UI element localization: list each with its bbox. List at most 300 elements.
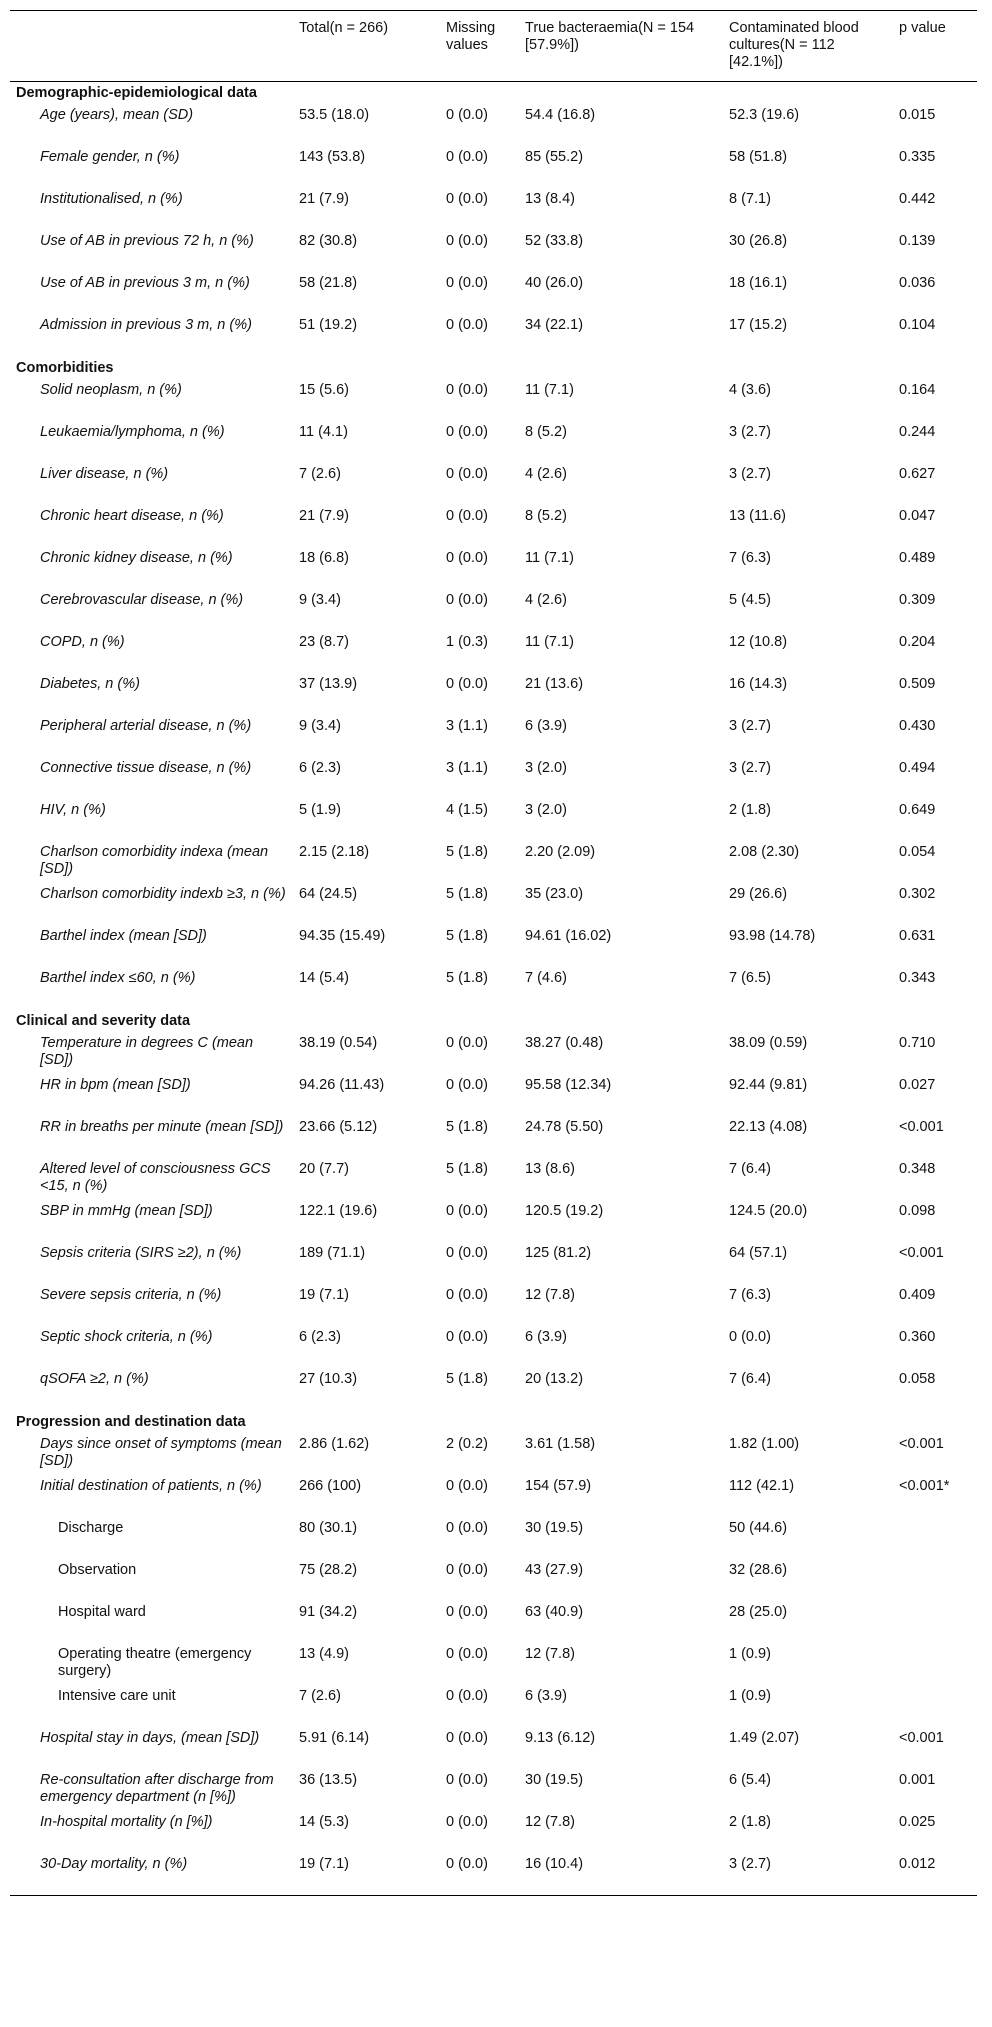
total-value: 7 (2.6) [299, 1687, 341, 1704]
missing-value: 0 (0.0) [446, 591, 488, 608]
contaminated-value: 50 (44.6) [729, 1519, 788, 1536]
row-label: In-hospital mortality (n [%]) [40, 1813, 213, 1830]
contaminated-value: 3 (2.7) [729, 1855, 771, 1872]
row-label: Institutionalised, n (%) [40, 190, 183, 207]
total-value: 38.19 (0.54) [299, 1034, 378, 1051]
p-value: 0.348 [899, 1160, 936, 1177]
table-row [10, 590, 977, 632]
true-bacteraemia-value: 12 (7.8) [525, 1286, 575, 1303]
table-row [10, 758, 977, 800]
row-label: qSOFA ≥2, n (%) [40, 1370, 149, 1387]
table-row [10, 800, 977, 842]
true-bacteraemia-value: 11 (7.1) [525, 549, 574, 566]
table-row [10, 189, 977, 231]
missing-value: 5 (1.8) [446, 927, 488, 944]
contaminated-value: 29 (26.6) [729, 885, 788, 902]
header-label-column [10, 11, 293, 82]
true-bacteraemia-value: 38.27 (0.48) [525, 1034, 604, 1051]
contaminated-value: 7 (6.4) [729, 1160, 771, 1177]
total-value: 14 (5.3) [299, 1813, 349, 1830]
missing-value: 5 (1.8) [446, 1160, 488, 1177]
table-row [10, 674, 977, 716]
true-bacteraemia-value: 7 (4.6) [525, 969, 567, 986]
table-row [10, 842, 977, 884]
total-value: 15 (5.6) [299, 381, 349, 398]
contaminated-value: 1 (0.9) [729, 1687, 771, 1704]
contaminated-value: 6 (5.4) [729, 1771, 771, 1788]
table-row [10, 926, 977, 968]
row-label: Altered level of consciousness GCS <15, n (%) [40, 1160, 271, 1194]
row-label: Operating theatre (emergency surgery) [58, 1645, 252, 1679]
true-bacteraemia-value: 94.61 (16.02) [525, 927, 612, 944]
true-bacteraemia-value: 30 (19.5) [525, 1519, 584, 1536]
contaminated-value: 13 (11.6) [729, 507, 786, 524]
section-title: Progression and destination data [16, 1413, 246, 1430]
table-row [10, 884, 977, 926]
p-value: 0.710 [899, 1034, 936, 1051]
true-bacteraemia-value: 30 (19.5) [525, 1771, 584, 1788]
total-value: 9 (3.4) [299, 717, 341, 734]
total-value: 20 (7.7) [299, 1160, 349, 1177]
p-value: 0.047 [899, 507, 936, 524]
p-value: 0.058 [899, 1370, 936, 1387]
row-label: Charlson comorbidity indexa (mean [SD]) [40, 843, 269, 877]
total-value: 51 (19.2) [299, 316, 358, 333]
p-value: 0.649 [899, 801, 936, 818]
contaminated-value: 8 (7.1) [729, 190, 771, 207]
contaminated-value: 1.49 (2.07) [729, 1729, 800, 1746]
table-row [10, 464, 977, 506]
table-row [10, 1686, 977, 1728]
table-row [10, 1602, 977, 1644]
row-label: Initial destination of patients, n (%) [40, 1477, 262, 1494]
table-container [10, 10, 977, 1896]
table-row [10, 1117, 977, 1159]
missing-value: 0 (0.0) [446, 423, 488, 440]
row-label: Leukaemia/lymphoma, n (%) [40, 423, 225, 440]
section-header-row [10, 1411, 977, 1434]
p-value: 0.494 [899, 759, 936, 776]
row-label: Temperature in degrees C (mean [SD]) [40, 1034, 254, 1068]
true-bacteraemia-value: 21 (13.6) [525, 675, 584, 692]
row-label: Observation [58, 1561, 137, 1578]
header-missing-values: Missing values [446, 20, 496, 53]
contaminated-value: 28 (25.0) [729, 1603, 788, 1620]
missing-value: 0 (0.0) [446, 190, 488, 207]
table-row [10, 1644, 977, 1686]
p-value: 0.001 [899, 1771, 936, 1788]
total-value: 6 (2.3) [299, 1328, 341, 1345]
header-p-value: p value [899, 20, 946, 36]
table-row [10, 315, 977, 357]
table-row [10, 1159, 977, 1201]
p-value: 0.027 [899, 1076, 936, 1093]
missing-value: 0 (0.0) [446, 1286, 488, 1303]
contaminated-value: 2 (1.8) [729, 1813, 771, 1830]
table-row [10, 1243, 977, 1285]
true-bacteraemia-value: 11 (7.1) [525, 633, 574, 650]
p-value: 0.442 [899, 190, 936, 207]
row-label: Female gender, n (%) [40, 148, 180, 165]
contaminated-value: 12 (10.8) [729, 633, 788, 650]
missing-value: 5 (1.8) [446, 885, 488, 902]
table-row [10, 422, 977, 464]
total-value: 143 (53.8) [299, 148, 366, 165]
total-value: 21 (7.9) [299, 507, 349, 524]
contaminated-value: 52.3 (19.6) [729, 106, 800, 123]
row-label: Intensive care unit [58, 1687, 176, 1704]
true-bacteraemia-value: 11 (7.1) [525, 381, 574, 398]
row-label: Cerebrovascular disease, n (%) [40, 591, 244, 608]
table-row [10, 1285, 977, 1327]
missing-value: 0 (0.0) [446, 1603, 488, 1620]
p-value: 0.509 [899, 675, 936, 692]
p-value: 0.204 [899, 633, 936, 650]
contaminated-value: 58 (51.8) [729, 148, 788, 165]
header-true-bacteraemia: True bacteraemia(N = 154 [57.9%]) [525, 20, 695, 53]
row-label: COPD, n (%) [40, 633, 125, 650]
section-title: Demographic-epidemiological data [10, 82, 977, 105]
true-bacteraemia-value: 35 (23.0) [525, 885, 584, 902]
missing-value: 3 (1.1) [446, 717, 488, 734]
row-label: Barthel index (mean [SD]) [40, 927, 207, 944]
row-label: Discharge [58, 1519, 124, 1536]
table-row [10, 1560, 977, 1602]
header-contaminated-cultures: Contaminated blood cultures(N = 112 [42.1%]) [729, 20, 859, 70]
contaminated-value: 17 (15.2) [729, 316, 788, 333]
p-value: <0.001* [899, 1477, 950, 1494]
true-bacteraemia-value: 54.4 (16.8) [525, 106, 596, 123]
total-value: 19 (7.1) [299, 1855, 349, 1872]
p-value: 0.360 [899, 1328, 936, 1345]
missing-value: 0 (0.0) [446, 1477, 488, 1494]
table-row [10, 968, 977, 1010]
table-row [10, 716, 977, 758]
contaminated-value: 32 (28.6) [729, 1561, 788, 1578]
table-header [10, 11, 977, 82]
contaminated-value: 22.13 (4.08) [729, 1118, 808, 1135]
row-label: Age (years), mean (SD) [40, 106, 194, 123]
contaminated-value: 2.08 (2.30) [729, 843, 800, 860]
true-bacteraemia-value: 24.78 (5.50) [525, 1118, 604, 1135]
row-label: Use of AB in previous 72 h, n (%) [40, 232, 254, 249]
row-label: Charlson comorbidity indexb ≥3, n (%) [40, 885, 286, 902]
section-title: Clinical and severity data [16, 1012, 191, 1029]
row-label: Barthel index ≤60, n (%) [40, 969, 196, 986]
row-label: Chronic kidney disease, n (%) [40, 549, 233, 566]
p-value: 0.025 [899, 1813, 936, 1830]
true-bacteraemia-value: 16 (10.4) [525, 1855, 584, 1872]
total-value: 266 (100) [299, 1477, 362, 1494]
table-row [10, 1476, 977, 1518]
contaminated-value: 1 (0.9) [729, 1645, 771, 1662]
missing-value: 0 (0.0) [446, 106, 488, 123]
true-bacteraemia-value: 9.13 (6.12) [525, 1729, 596, 1746]
p-value: 0.164 [899, 381, 936, 398]
true-bacteraemia-value: 3 (2.0) [525, 801, 567, 818]
true-bacteraemia-value: 4 (2.6) [525, 465, 567, 482]
true-bacteraemia-value: 12 (7.8) [525, 1645, 575, 1662]
missing-value: 0 (0.0) [446, 1328, 488, 1345]
missing-value: 0 (0.0) [446, 549, 488, 566]
p-value: 0.430 [899, 717, 936, 734]
section-header-row [10, 357, 977, 380]
table-row [10, 1434, 977, 1476]
true-bacteraemia-value: 13 (8.4) [525, 190, 575, 207]
true-bacteraemia-value: 85 (55.2) [525, 148, 584, 165]
p-value: 0.302 [899, 885, 936, 902]
row-label: Use of AB in previous 3 m, n (%) [40, 274, 250, 291]
total-value: 94.26 (11.43) [299, 1076, 385, 1093]
contaminated-value: 1.82 (1.00) [729, 1435, 800, 1452]
section-header-row [10, 1010, 977, 1033]
total-value: 14 (5.4) [299, 969, 349, 986]
p-value: 0.309 [899, 591, 936, 608]
section-title: Comorbidities [16, 359, 114, 376]
contaminated-value: 16 (14.3) [729, 675, 788, 692]
row-label: Chronic heart disease, n (%) [40, 507, 224, 524]
p-value [893, 1602, 977, 1644]
table-row [10, 105, 977, 147]
row-label: Diabetes, n (%) [40, 675, 140, 692]
contaminated-value: 5 (4.5) [729, 591, 771, 608]
total-value: 58 (21.8) [299, 274, 358, 291]
missing-value: 0 (0.0) [446, 675, 488, 692]
missing-value: 0 (0.0) [446, 1771, 488, 1788]
total-value: 9 (3.4) [299, 591, 341, 608]
true-bacteraemia-value: 6 (3.9) [525, 1687, 567, 1704]
p-value: 0.015 [899, 106, 936, 123]
header-total: Total(n = 266) [299, 20, 389, 36]
table-row [10, 1770, 977, 1812]
total-value: 5 (1.9) [299, 801, 341, 818]
contaminated-value: 0 (0.0) [729, 1328, 771, 1345]
missing-value: 1 (0.3) [446, 633, 488, 650]
contaminated-value: 92.44 (9.81) [729, 1076, 808, 1093]
contaminated-value: 7 (6.4) [729, 1370, 771, 1387]
missing-value: 0 (0.0) [446, 1244, 488, 1261]
p-value: 0.054 [899, 843, 936, 860]
missing-value: 5 (1.8) [446, 969, 488, 986]
row-label: HR in bpm (mean [SD]) [40, 1076, 191, 1093]
total-value: 2.86 (1.62) [299, 1435, 370, 1452]
total-value: 5.91 (6.14) [299, 1729, 370, 1746]
table-row [10, 1728, 977, 1770]
contaminated-value: 4 (3.6) [729, 381, 771, 398]
table-row [10, 1033, 977, 1075]
true-bacteraemia-value: 8 (5.2) [525, 423, 567, 440]
row-label: RR in breaths per minute (mean [SD]) [40, 1118, 284, 1135]
table-row [10, 1075, 977, 1117]
missing-value: 3 (1.1) [446, 759, 488, 776]
contaminated-value: 124.5 (20.0) [729, 1202, 808, 1219]
row-label: SBP in mmHg (mean [SD]) [40, 1202, 213, 1219]
table-row [10, 147, 977, 189]
total-value: 189 (71.1) [299, 1244, 366, 1261]
table-body [10, 82, 977, 1896]
true-bacteraemia-value: 154 (57.9) [525, 1477, 592, 1494]
missing-value: 4 (1.5) [446, 801, 488, 818]
missing-value: 0 (0.0) [446, 232, 488, 249]
true-bacteraemia-value: 3.61 (1.58) [525, 1435, 596, 1452]
row-label: 30-Day mortality, n (%) [40, 1855, 188, 1872]
total-value: 21 (7.9) [299, 190, 349, 207]
true-bacteraemia-value: 43 (27.9) [525, 1561, 584, 1578]
true-bacteraemia-value: 34 (22.1) [525, 316, 584, 333]
missing-value: 0 (0.0) [446, 1645, 488, 1662]
missing-value: 5 (1.8) [446, 1118, 488, 1135]
total-value: 94.35 (15.49) [299, 927, 386, 944]
row-label: Hospital stay in days, (mean [SD]) [40, 1729, 260, 1746]
missing-value: 0 (0.0) [446, 1687, 488, 1704]
contaminated-value: 7 (6.3) [729, 1286, 771, 1303]
true-bacteraemia-value: 3 (2.0) [525, 759, 567, 776]
row-label: Hospital ward [58, 1603, 146, 1620]
total-value: 13 (4.9) [299, 1645, 349, 1662]
total-value: 19 (7.1) [299, 1286, 349, 1303]
row-label: Solid neoplasm, n (%) [40, 381, 182, 398]
row-label: Connective tissue disease, n (%) [40, 759, 252, 776]
true-bacteraemia-value: 13 (8.6) [525, 1160, 575, 1177]
contaminated-value: 2 (1.8) [729, 801, 771, 818]
contaminated-value: 112 (42.1) [729, 1477, 795, 1494]
row-label: HIV, n (%) [40, 801, 106, 818]
total-value: 23.66 (5.12) [299, 1118, 378, 1135]
table-row [10, 1201, 977, 1243]
missing-value: 0 (0.0) [446, 316, 488, 333]
p-value [893, 1644, 977, 1686]
true-bacteraemia-value: 125 (81.2) [525, 1244, 592, 1261]
total-value: 91 (34.2) [299, 1603, 358, 1620]
missing-value: 0 (0.0) [446, 1729, 488, 1746]
contaminated-value: 7 (6.5) [729, 969, 771, 986]
table-row [10, 231, 977, 273]
missing-value: 0 (0.0) [446, 1561, 488, 1578]
contaminated-value: 3 (2.7) [729, 465, 771, 482]
true-bacteraemia-value: 8 (5.2) [525, 507, 567, 524]
p-value: 0.098 [899, 1202, 936, 1219]
total-value: 6 (2.3) [299, 759, 341, 776]
p-value: 0.631 [899, 927, 936, 944]
true-bacteraemia-value: 63 (40.9) [525, 1603, 584, 1620]
contaminated-value: 93.98 (14.78) [729, 927, 816, 944]
total-value: 7 (2.6) [299, 465, 341, 482]
missing-value: 5 (1.8) [446, 1370, 488, 1387]
missing-value: 0 (0.0) [446, 465, 488, 482]
true-bacteraemia-value: 40 (26.0) [525, 274, 584, 291]
p-value: <0.001 [899, 1729, 944, 1746]
comparison-table [10, 10, 977, 1896]
p-value: 0.409 [899, 1286, 936, 1303]
row-label: Re-consultation after discharge from emergency department (n [%]) [40, 1771, 274, 1805]
missing-value: 0 (0.0) [446, 1202, 488, 1219]
missing-value: 0 (0.0) [446, 381, 488, 398]
true-bacteraemia-value: 95.58 (12.34) [525, 1076, 612, 1093]
p-value: <0.001 [899, 1118, 944, 1135]
table-row [10, 506, 977, 548]
table-row [10, 273, 977, 315]
header-row [10, 11, 977, 82]
contaminated-value: 3 (2.7) [729, 423, 771, 440]
p-value: 0.244 [899, 423, 936, 440]
missing-value: 0 (0.0) [446, 1034, 488, 1051]
p-value: 0.104 [899, 316, 936, 333]
total-value: 2.15 (2.18) [299, 843, 370, 860]
true-bacteraemia-value: 6 (3.9) [525, 1328, 567, 1345]
total-value: 11 (4.1) [299, 423, 348, 440]
p-value: 0.489 [899, 549, 936, 566]
true-bacteraemia-value: 52 (33.8) [525, 232, 584, 249]
total-value: 82 (30.8) [299, 232, 358, 249]
contaminated-value: 30 (26.8) [729, 232, 788, 249]
total-value: 53.5 (18.0) [299, 106, 370, 123]
missing-value: 0 (0.0) [446, 274, 488, 291]
missing-value: 0 (0.0) [446, 507, 488, 524]
table-row [10, 548, 977, 590]
p-value [893, 1686, 977, 1728]
missing-value: 0 (0.0) [446, 1855, 488, 1872]
table-row [10, 380, 977, 422]
p-value: 0.036 [899, 274, 936, 291]
table-row [10, 1369, 977, 1411]
total-value: 23 (8.7) [299, 633, 349, 650]
table-row [10, 632, 977, 674]
p-value: <0.001 [899, 1244, 944, 1261]
total-value: 27 (10.3) [299, 1370, 358, 1387]
missing-value: 2 (0.2) [446, 1435, 488, 1452]
missing-value: 5 (1.8) [446, 843, 488, 860]
table-row [10, 1327, 977, 1369]
true-bacteraemia-value: 4 (2.6) [525, 591, 567, 608]
total-value: 75 (28.2) [299, 1561, 358, 1578]
table-row [10, 1518, 977, 1560]
table-row [10, 1812, 977, 1854]
missing-value: 0 (0.0) [446, 148, 488, 165]
contaminated-value: 3 (2.7) [729, 759, 771, 776]
p-value: <0.001 [899, 1435, 944, 1452]
total-value: 122.1 (19.6) [299, 1202, 378, 1219]
contaminated-value: 38.09 (0.59) [729, 1034, 808, 1051]
contaminated-value: 18 (16.1) [729, 274, 788, 291]
total-value: 36 (13.5) [299, 1771, 358, 1788]
missing-value: 0 (0.0) [446, 1076, 488, 1093]
p-value: 0.012 [899, 1855, 936, 1872]
true-bacteraemia-value: 120.5 (19.2) [525, 1202, 604, 1219]
p-value [893, 1518, 977, 1560]
row-label: Peripheral arterial disease, n (%) [40, 717, 252, 734]
section-header-row [10, 82, 977, 105]
row-label: Sepsis criteria (SIRS ≥2), n (%) [40, 1244, 242, 1261]
true-bacteraemia-value: 20 (13.2) [525, 1370, 584, 1387]
row-label: Severe sepsis criteria, n (%) [40, 1286, 222, 1303]
table-row [10, 1854, 977, 1896]
row-label: Admission in previous 3 m, n (%) [40, 316, 252, 333]
p-value [893, 1560, 977, 1602]
contaminated-value: 3 (2.7) [729, 717, 771, 734]
p-value: 0.343 [899, 969, 936, 986]
total-value: 64 (24.5) [299, 885, 358, 902]
total-value: 18 (6.8) [299, 549, 349, 566]
missing-value: 0 (0.0) [446, 1813, 488, 1830]
p-value: 0.627 [899, 465, 936, 482]
total-value: 80 (30.1) [299, 1519, 358, 1536]
row-label: Septic shock criteria, n (%) [40, 1328, 213, 1345]
row-label: Liver disease, n (%) [40, 465, 169, 482]
total-value: 37 (13.9) [299, 675, 358, 692]
true-bacteraemia-value: 12 (7.8) [525, 1813, 575, 1830]
missing-value: 0 (0.0) [446, 1519, 488, 1536]
contaminated-value: 64 (57.1) [729, 1244, 788, 1261]
